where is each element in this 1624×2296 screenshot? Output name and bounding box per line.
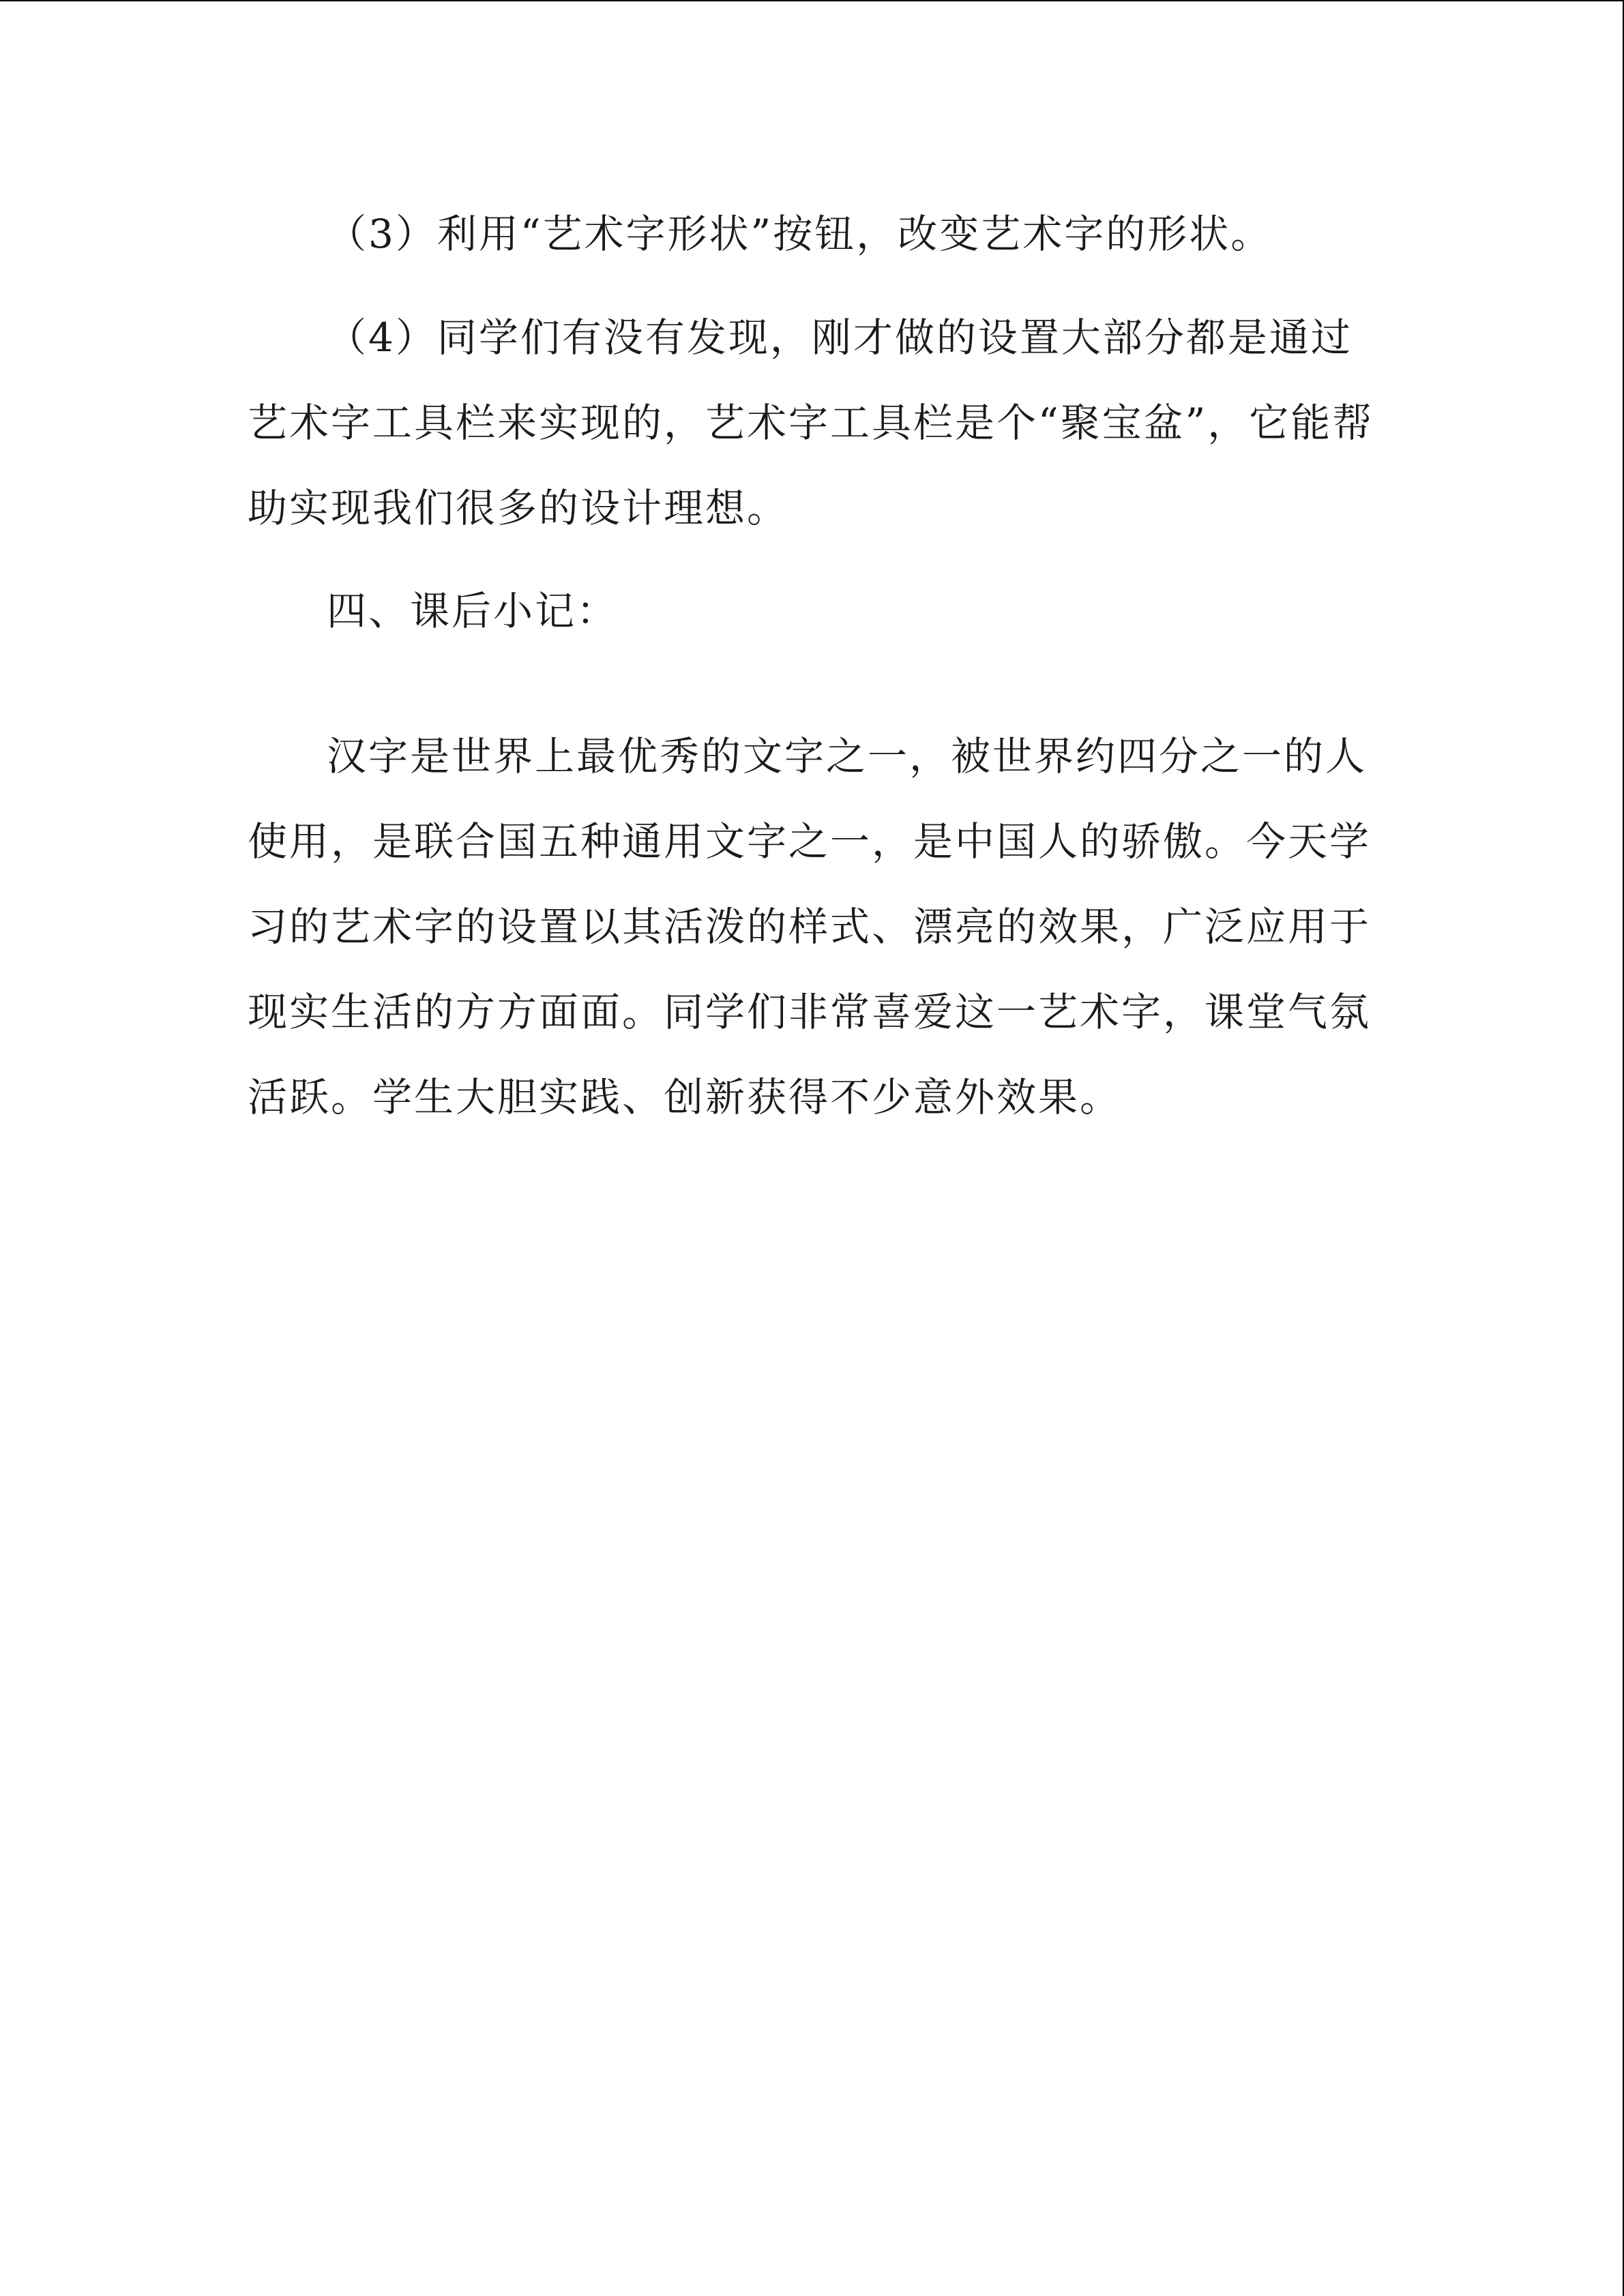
document-body [248, 210, 1387, 1176]
paragraph-step-3: （3）利用“艺术字形状”按钮，改变艺术字的形状。 [327, 211, 1273, 257]
section-heading-after-class-notes: 四、课后小记： [327, 588, 619, 634]
paragraph-step-4: （4）同学们有没有发现，刚才做的设置大部分都是通过艺术字工具栏来实现的，艺术字工具栏是个“聚宝盆”，它能帮助实现我们很多的设计理想。 [248, 314, 1374, 531]
paragraph-after-class-notes: 汉字是世界上最优秀的文字之一，被世界约四分之一的人使用，是联合国五种通用文字之一，是中国人的骄傲。今天学习的艺术字的设置以其活泼的样式、漂亮的效果，广泛应用于现实生活的方方面面。同学们非常喜爱这一艺术字，课堂气氛活跃。学生大胆实践、创新获得不少意外效果。 [248, 733, 1372, 1120]
